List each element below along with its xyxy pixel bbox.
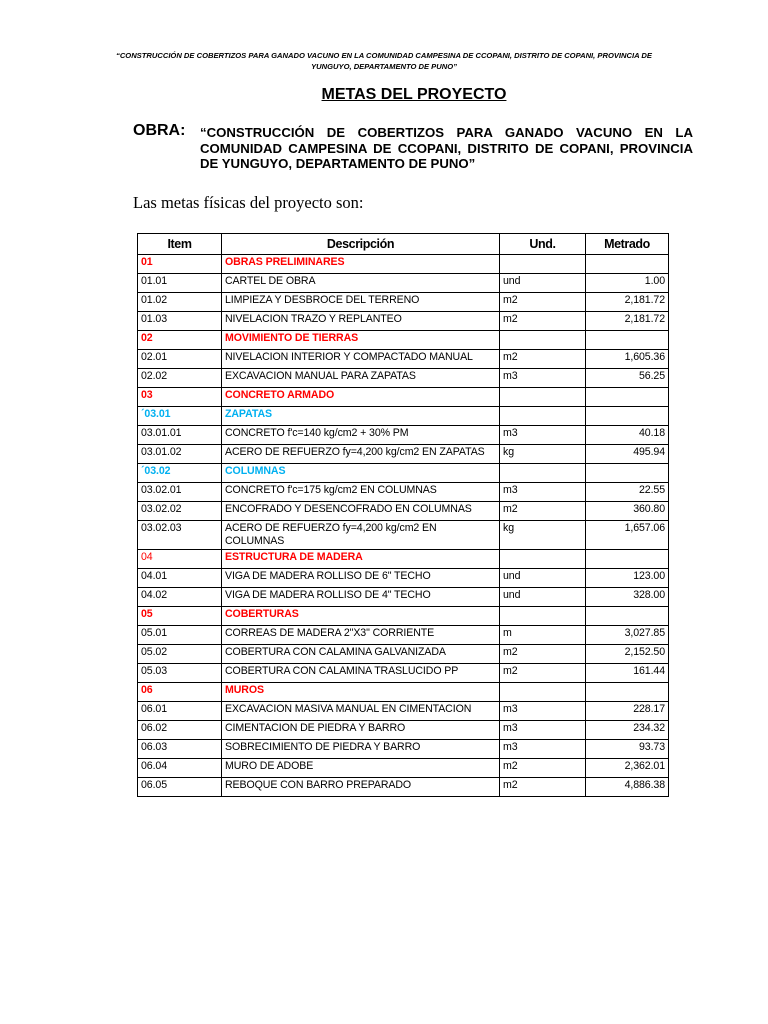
cell-und: m3 [500, 369, 586, 388]
page-title: METAS DEL PROYECTO [321, 86, 507, 103]
table-row [138, 483, 669, 502]
cell-und: und [500, 588, 586, 607]
cell-item: 02.02 [138, 369, 222, 388]
cell-und [500, 407, 586, 426]
cell-descripcion: ACERO DE REFUERZO fy=4,200 kg/cm2 EN COLUMNAS [222, 521, 500, 550]
cell-metrado: 1.00 [586, 274, 669, 293]
cell-descripcion: CIMENTACION DE PIEDRA Y BARRO [222, 721, 500, 740]
table-header-row [138, 234, 669, 255]
table-row [138, 626, 669, 645]
cell-metrado: 93.73 [586, 740, 669, 759]
cell-item: 06.04 [138, 759, 222, 778]
table-row [138, 312, 669, 331]
cell-item: 03.02.02 [138, 502, 222, 521]
cell-descripcion: NIVELACION TRAZO Y REPLANTEO [222, 312, 500, 331]
table-row [138, 388, 669, 407]
table-row [138, 426, 669, 445]
table-row [138, 331, 669, 350]
cell-item: 05.03 [138, 664, 222, 683]
table-row [138, 502, 669, 521]
cell-descripcion: REBOQUE CON BARRO PREPARADO [222, 778, 500, 797]
cell-descripcion: CONCRETO f'c=175 kg/cm2 EN COLUMNAS [222, 483, 500, 502]
table-row [138, 369, 669, 388]
cell-item: 01.03 [138, 312, 222, 331]
cell-descripcion: MOVIMIENTO DE TIERRAS [222, 331, 500, 350]
cell-metrado [586, 683, 669, 702]
intro-text: Las metas físicas del proyecto son: [133, 193, 364, 212]
cell-descripcion: COBERTURAS [222, 607, 500, 626]
cell-item: 03 [138, 388, 222, 407]
cell-descripcion: SOBRECIMIENTO DE PIEDRA Y BARRO [222, 740, 500, 759]
table-row [138, 721, 669, 740]
cell-und [500, 331, 586, 350]
cell-item: 06 [138, 683, 222, 702]
cell-metrado: 4,886.38 [586, 778, 669, 797]
cell-metrado: 1,657.06 [586, 521, 669, 550]
cell-item: 05.02 [138, 645, 222, 664]
cell-und: kg [500, 521, 586, 550]
cell-metrado [586, 550, 669, 569]
cell-descripcion: VIGA DE MADERA ROLLISO DE 6" TECHO [222, 569, 500, 588]
cell-item: 03.02.03 [138, 521, 222, 550]
cell-metrado: 40.18 [586, 426, 669, 445]
cell-metrado: 2,181.72 [586, 293, 669, 312]
cell-metrado: 3,027.85 [586, 626, 669, 645]
cell-und: m3 [500, 740, 586, 759]
cell-item: 01 [138, 255, 222, 274]
cell-metrado [586, 255, 669, 274]
cell-descripcion: COBERTURA CON CALAMINA GALVANIZADA [222, 645, 500, 664]
table-row [138, 464, 669, 483]
cell-descripcion: ENCOFRADO Y DESENCOFRADO EN COLUMNAS [222, 502, 500, 521]
cell-und: m [500, 626, 586, 645]
table-row [138, 664, 669, 683]
table-row [138, 778, 669, 797]
cell-und: m3 [500, 426, 586, 445]
cell-metrado [586, 331, 669, 350]
cell-item: 06.01 [138, 702, 222, 721]
cell-und: und [500, 569, 586, 588]
cell-descripcion: COBERTURA CON CALAMINA TRASLUCIDO PP [222, 664, 500, 683]
cell-metrado: 328.00 [586, 588, 669, 607]
cell-metrado: 56.25 [586, 369, 669, 388]
table-row [138, 569, 669, 588]
obra-description: “CONSTRUCCIÓN DE COBERTIZOS PARA GANADO VACUNO EN LA COMUNIDAD CAMPESINA DE CCOPANI, DISTRITO DE COPANI, PROVINCIA DE YUNGUYO, DEPARTAMENTO DE PUNO” [200, 125, 693, 171]
cell-und: kg [500, 445, 586, 464]
cell-und: m2 [500, 645, 586, 664]
cell-item: ´03.01 [138, 407, 222, 426]
cell-item: 02 [138, 331, 222, 350]
cell-descripcion: CORREAS DE MADERA 2"X3" CORRIENTE [222, 626, 500, 645]
cell-metrado: 360.80 [586, 502, 669, 521]
cell-descripcion: EXCAVACION MANUAL PARA ZAPATAS [222, 369, 500, 388]
cell-item: 05 [138, 607, 222, 626]
cell-descripcion: CONCRETO f'c=140 kg/cm2 + 30% PM [222, 426, 500, 445]
cell-descripcion: CARTEL DE OBRA [222, 274, 500, 293]
table-row [138, 645, 669, 664]
cell-metrado: 495.94 [586, 445, 669, 464]
header-descripcion: Descripción [222, 234, 500, 255]
cell-item: 03.02.01 [138, 483, 222, 502]
cell-descripcion: COLUMNAS [222, 464, 500, 483]
table-row [138, 683, 669, 702]
cell-item: 06.02 [138, 721, 222, 740]
table-row [138, 293, 669, 312]
cell-descripcion: MUROS [222, 683, 500, 702]
cell-und [500, 388, 586, 407]
table-row [138, 740, 669, 759]
table-row [138, 759, 669, 778]
table-row [138, 588, 669, 607]
document-header-note: “CONSTRUCCIÓN DE COBERTIZOS PARA GANADO VACUNO EN LA COMUNIDAD CAMPESINA DE CCOPANI, DISTRITO DE COPANI, PROVINCIA DE YUNGUYO, DEPARTAMENTO DE PUNO” [116, 51, 652, 71]
cell-descripcion: VIGA DE MADERA ROLLISO DE 4" TECHO [222, 588, 500, 607]
table-row [138, 255, 669, 274]
cell-und: m2 [500, 502, 586, 521]
metas-table [137, 233, 669, 797]
cell-und: und [500, 274, 586, 293]
table-row [138, 521, 669, 550]
cell-metrado: 1,605.36 [586, 350, 669, 369]
cell-und: m2 [500, 293, 586, 312]
header-und: Und. [500, 234, 586, 255]
cell-item: 03.01.01 [138, 426, 222, 445]
header-metrado: Metrado [586, 234, 669, 255]
cell-und [500, 464, 586, 483]
cell-und [500, 255, 586, 274]
cell-descripcion: ZAPATAS [222, 407, 500, 426]
cell-descripcion: EXCAVACION MASIVA MANUAL EN CIMENTACION [222, 702, 500, 721]
cell-und: m2 [500, 350, 586, 369]
cell-und: m2 [500, 759, 586, 778]
cell-metrado: 161.44 [586, 664, 669, 683]
cell-item: 04.02 [138, 588, 222, 607]
table-row [138, 274, 669, 293]
obra-label: OBRA: [133, 122, 186, 139]
cell-metrado: 2,362.01 [586, 759, 669, 778]
cell-descripcion: OBRAS PRELIMINARES [222, 255, 500, 274]
cell-und: m2 [500, 778, 586, 797]
cell-metrado: 123.00 [586, 569, 669, 588]
cell-und [500, 607, 586, 626]
cell-und: m3 [500, 721, 586, 740]
cell-descripcion: LIMPIEZA Y DESBROCE DEL TERRENO [222, 293, 500, 312]
cell-und: m3 [500, 483, 586, 502]
cell-descripcion: NIVELACION INTERIOR Y COMPACTADO MANUAL [222, 350, 500, 369]
cell-metrado [586, 607, 669, 626]
cell-descripcion: ACERO DE REFUERZO fy=4,200 kg/cm2 EN ZAPATAS [222, 445, 500, 464]
cell-metrado: 2,152.50 [586, 645, 669, 664]
cell-und: m2 [500, 664, 586, 683]
table-row [138, 550, 669, 569]
cell-item: 04 [138, 550, 222, 569]
table-row [138, 407, 669, 426]
cell-item: 01.01 [138, 274, 222, 293]
cell-descripcion: MURO DE ADOBE [222, 759, 500, 778]
cell-item: 03.01.02 [138, 445, 222, 464]
cell-metrado [586, 388, 669, 407]
cell-metrado [586, 407, 669, 426]
cell-item: 06.03 [138, 740, 222, 759]
cell-und: m2 [500, 312, 586, 331]
cell-und: m3 [500, 702, 586, 721]
cell-item: 02.01 [138, 350, 222, 369]
cell-item: ´03.02 [138, 464, 222, 483]
table-row [138, 445, 669, 464]
cell-metrado: 228.17 [586, 702, 669, 721]
table-row [138, 702, 669, 721]
cell-metrado: 2,181.72 [586, 312, 669, 331]
cell-metrado: 234.32 [586, 721, 669, 740]
cell-item: 06.05 [138, 778, 222, 797]
cell-und [500, 550, 586, 569]
cell-descripcion: CONCRETO ARMADO [222, 388, 500, 407]
cell-und [500, 683, 586, 702]
cell-descripcion: ESTRUCTURA DE MADERA [222, 550, 500, 569]
cell-item: 01.02 [138, 293, 222, 312]
table-row [138, 350, 669, 369]
header-item: Item [138, 234, 222, 255]
cell-metrado: 22.55 [586, 483, 669, 502]
cell-item: 04.01 [138, 569, 222, 588]
cell-item: 05.01 [138, 626, 222, 645]
cell-metrado [586, 464, 669, 483]
table-row [138, 607, 669, 626]
